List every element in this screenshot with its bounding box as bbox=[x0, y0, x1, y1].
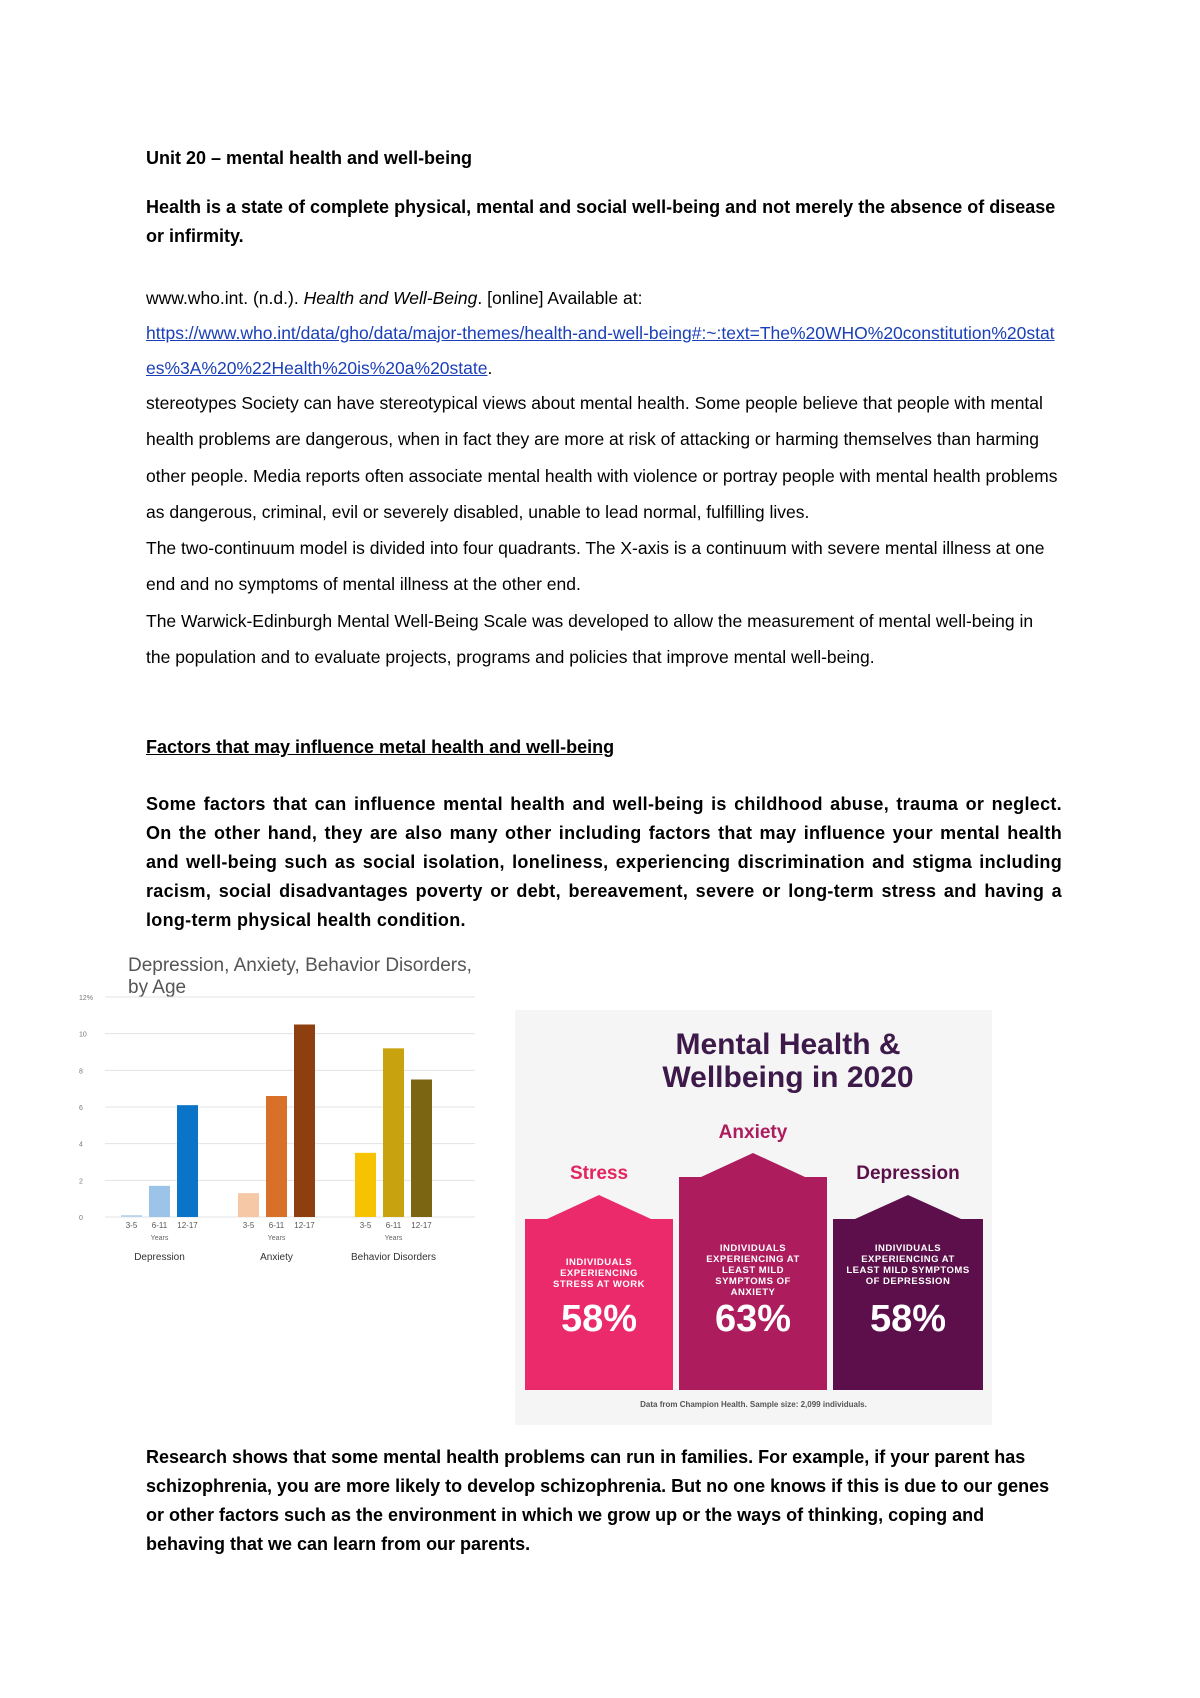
who-link[interactable]: https://www.who.int/data/gho/data/major-themes/health-and-well-being#:~:text=The%20WHO%20constitution%20states%3A%20%22Health%20is%20a%20state bbox=[146, 323, 1055, 378]
depression-percent: 58% bbox=[869, 1298, 947, 1340]
infographic-title: Mental Health & Wellbeing in 2020 bbox=[662, 1028, 914, 1094]
x-tick-label: 3-5 bbox=[359, 1221, 372, 1230]
y-tick-label: 0 bbox=[79, 1215, 83, 1222]
ref-prefix: www.who.int. (n.d.). bbox=[146, 288, 304, 308]
age-bar-chart bbox=[75, 955, 495, 1335]
x-sublabel: Years bbox=[267, 1235, 286, 1242]
bar bbox=[355, 1153, 376, 1217]
ref-end: . bbox=[487, 358, 493, 378]
ref-suffix: . [online] Available at: bbox=[477, 288, 643, 308]
anxiety-percent: 63% bbox=[714, 1298, 792, 1340]
x-tick-label: 6-11 bbox=[385, 1221, 402, 1230]
chart-title: Depression, Anxiety, Behavior Disorders, by Age bbox=[128, 955, 472, 998]
y-tick-label: 4 bbox=[79, 1141, 83, 1149]
bar bbox=[266, 1096, 287, 1217]
bar bbox=[383, 1048, 404, 1217]
x-tick-label: 12-17 bbox=[294, 1221, 315, 1230]
stress-desc: INDIVIDUALS EXPERIENCING STRESS AT WORK bbox=[553, 1257, 645, 1290]
stress-percent: 58% bbox=[560, 1298, 638, 1340]
wellbeing-infographic bbox=[515, 1010, 992, 1425]
bar bbox=[238, 1193, 259, 1217]
bar bbox=[177, 1105, 198, 1217]
page-title: Unit 20 – mental health and well-being bbox=[146, 148, 473, 168]
x-sublabel: Years bbox=[384, 1235, 403, 1242]
anxiety-desc: INDIVIDUALS EXPERIENCING AT LEAST MILD SYMPTOMS OF ANXIETY bbox=[706, 1243, 800, 1298]
card-shape bbox=[833, 1195, 983, 1390]
x-sublabel: Years bbox=[150, 1235, 169, 1242]
factors-heading: Factors that may influence metal health and well-being bbox=[146, 737, 615, 757]
group-label: Anxiety bbox=[260, 1252, 293, 1263]
bar bbox=[121, 1215, 142, 1217]
depression-desc: INDIVIDUALS EXPERIENCING AT LEAST MILD SYMPTOMS OF DEPRESSION bbox=[846, 1243, 970, 1287]
infographic-source: Data from Champion Health. Sample size: 2,099 individuals. bbox=[640, 1400, 867, 1409]
bar-chart-svg bbox=[75, 985, 495, 1325]
body-paragraphs bbox=[146, 385, 1062, 675]
y-tick-label: 8 bbox=[79, 1068, 83, 1076]
y-tick-label: 6 bbox=[79, 1105, 83, 1112]
group-label: Depression bbox=[134, 1252, 185, 1263]
card-shape bbox=[525, 1195, 673, 1390]
x-tick-label: 12-17 bbox=[411, 1221, 432, 1230]
y-tick-label: 10 bbox=[79, 1031, 87, 1039]
x-tick-label: 12-17 bbox=[177, 1221, 198, 1230]
research-paragraph: Research shows that some mental health problems can run in families. For example, if your parent has schizophrenia, you are more likely to develop schizophrenia. But no one knows if this is due to our genes or other factors such as the environment in which we grow up or the ways of thinking, coping and behaving that we can learn from our parents. bbox=[146, 1447, 1050, 1554]
ref-title: Health and Well-Being bbox=[303, 288, 478, 308]
anxiety-label: Anxiety bbox=[718, 1122, 788, 1143]
x-tick-label: 3-5 bbox=[125, 1221, 138, 1230]
y-tick-label: 12% bbox=[79, 995, 94, 1002]
health-definition: Health is a state of complete physical, mental and social well-being and not merely the absence of disease or infirmity. bbox=[146, 197, 1056, 246]
x-tick-label: 6-11 bbox=[151, 1221, 168, 1230]
bar bbox=[411, 1080, 432, 1218]
two-continuum-paragraph: The two-continuum model is divided into four quadrants. The X-axis is a continuum with severe mental illness at one end and no symptoms of mental illness at the other end. bbox=[146, 538, 1045, 595]
stress-label: Stress bbox=[569, 1163, 629, 1184]
stereotypes-paragraph: stereotypes Society can have stereotypical views about mental health. Some people believe that people with mental health problems are dangerous, when in fact they are more at risk of attacking or harming themselves than harming other people. Media reports often associate mental health with violence or portray people with mental health problems as dangerous, criminal, evil or severely disabled, unable to lead normal, fulfilling lives. bbox=[146, 393, 1058, 522]
x-tick-label: 6-11 bbox=[268, 1221, 285, 1230]
bar bbox=[294, 1025, 315, 1218]
warwick-paragraph: The Warwick-Edinburgh Mental Well-Being Scale was developed to allow the measurement of mental well-being in the population and to evaluate projects, programs and policies that improve mental well-being. bbox=[146, 610, 1034, 668]
y-tick-label: 2 bbox=[79, 1178, 83, 1186]
factors-paragraph: Some factors that can influence mental health and well-being is childhood abuse, trauma or neglect. On the other hand, they are also many other including factors that may influence your mental health and well-being such as social isolation, loneliness, experiencing discrimination and stigma including racism, social disadvantages poverty or debt, bereavement, severe or long-term stress and having a long-term physical health condition. bbox=[146, 794, 1062, 930]
who-reference bbox=[146, 281, 1062, 386]
depression-label: Depression bbox=[856, 1163, 960, 1184]
x-tick-label: 3-5 bbox=[242, 1221, 255, 1230]
group-label: Behavior Disorders bbox=[350, 1252, 437, 1263]
bar bbox=[149, 1186, 170, 1217]
